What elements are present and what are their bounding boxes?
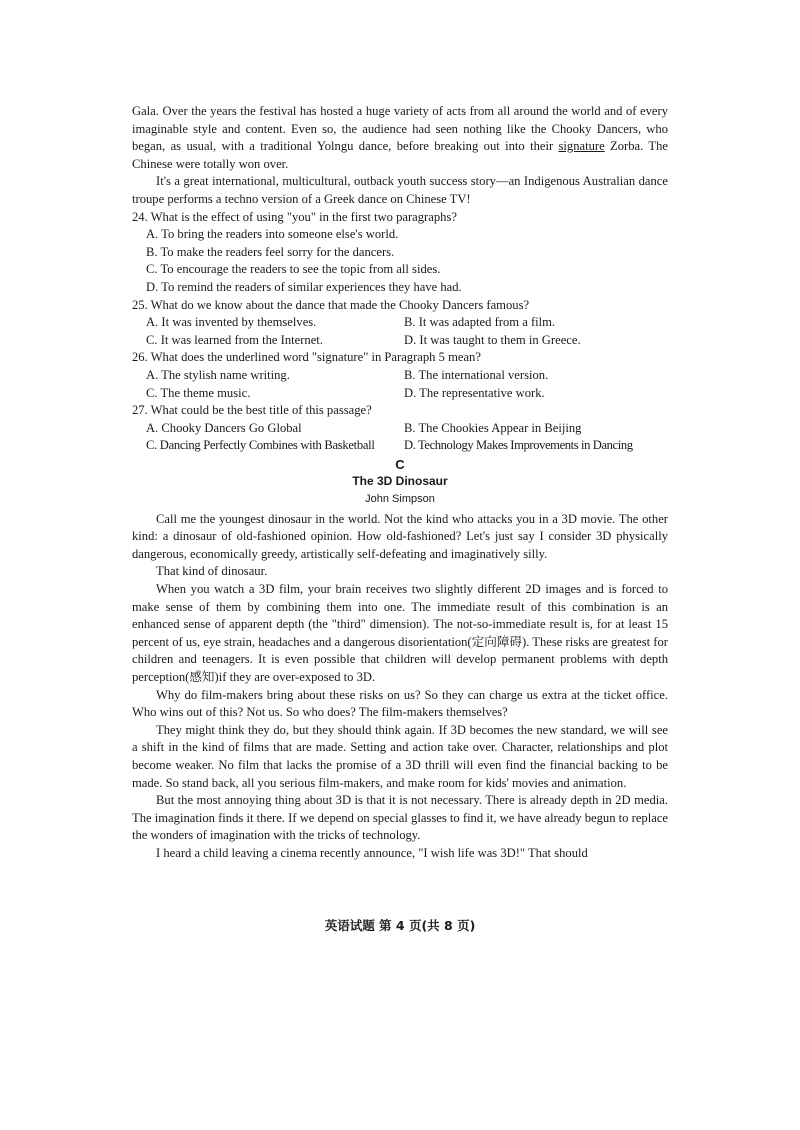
option-b: B. To make the readers feel sorry for the dancers. [146,244,395,259]
question-stem: 24. What is the effect of using "you" in the first two paragraphs? [132,209,457,224]
question-25 [132,297,668,350]
option-b: B. It was adapted from a film. [404,315,556,330]
passage-b-paragraph-5: It's a great international, multicultural, outback youth success story—an Indigenous Australian dance troupe performs a techno version of a Greek dance on Chinese TV! [132,174,668,206]
passage-c-paragraph-7: I heard a child leaving a cinema recently announce, "I wish life was 3D!" That should [156,845,588,860]
option-d: D. The representative work. [404,385,545,400]
option-a: A. The stylish name writing. [146,367,290,382]
page-footer: 英语试题 第 4 页(共 8 页) [324,918,476,933]
passage-b-paragraph-4: Gala. Over the years the festival has hosted a huge variety of acts from all around the world and of every imaginable style and content. Even so, the audience had seen nothing like the Chooky Dancers, who began, as usual, with a traditional Yolngu dance, before breaking out into their signature Zorba. The Chinese were totally won over. [132,104,668,171]
option-b: B. The international version. [404,367,549,382]
option-a: A. Chooky Dancers Go Global [146,420,302,435]
question-stem: 27. What could be the best title of this passage? [132,403,372,418]
passage-c-paragraph-5: They might think they do, but they should think again. If 3D becomes the new standard, we will see a shift in the kind of films that are made. Setting and action take over. Character, relationships and plot become weaker. No film that lacks the promise of a 3D thrill will even find the financial backing to be made. So stand back, all you serious film-makers, and make room for kids' movies and animation. [132,722,668,790]
question-26 [132,349,668,402]
question-stem: 26. What does the underlined word "signature" in Paragraph 5 mean? [132,350,481,365]
passage-c-paragraph-4: Why do film-makers bring about these risks on us? So they can charge us extra at the ticket office. Who wins out of this? Not us. So who does? The film-makers themselves? [132,687,668,720]
question-stem: 25. What do we know about the dance that made the Chooky Dancers famous? [132,297,530,312]
question-27 [132,402,668,455]
option-d: D. To remind the readers of similar experiences they have had. [146,279,462,294]
passage-c-paragraph-2: That kind of dinosaur. [156,564,268,579]
option-a: A. To bring the readers into someone else's world. [146,227,399,242]
option-c: C. To encourage the readers to see the topic from all sides. [146,262,441,277]
article-author: John Simpson [365,493,435,506]
passage-c-paragraph-3: When you watch a 3D film, your brain receives two slightly different 2D images and is forced to make sense of them by combining them into one. The immediate result of this combination is an enhanced sense of apparent depth (the "third" dimension). The not-so-immediate result is, for at least 15 percent of us, eye strain, headaches and a dangerous disorientation(定向障碍). These risks are greatest for children and teenagers. It is even possible that children will develop permanent problems with depth perception(感知)if they are over-exposed to 3D. [132,582,668,684]
option-c: C. It was learned from the Internet. [146,332,323,347]
option-d: D. Technology Makes Improvements in Dancing [404,438,633,453]
passage-c-paragraph-6: But the most annoying thing about 3D is that it is not necessary. There is already depth in 2D media. The imagination finds it there. If we depend on special glasses to find it, we have already begun to replace the wonders of imagination with the tricks of technology. [132,793,668,843]
option-c: C. Dancing Perfectly Combines with Basketball [146,438,375,453]
passage-c-paragraph-1: Call me the youngest dinosaur in the world. Not the kind who attacks you in a 3D movie. The other kind: a dinosaur of old-fashioned opinion. How old-fashioned? Let's just say I consider 3D physically dangerous, economically greedy, artistically self-defeating and imaginatively silly. [132,511,668,561]
article-title: The 3D Dinosaur [352,474,448,489]
option-b: B. The Chookies Appear in Beijing [404,420,582,435]
section-letter: C [395,456,405,472]
question-24 [132,209,668,297]
underlined-word-signature: signature [558,139,605,154]
option-d: D. It was taught to them in Greece. [404,332,581,347]
option-a: A. It was invented by themselves. [146,315,317,330]
option-c: C. The theme music. [146,385,251,400]
exam-page-content [132,103,668,863]
